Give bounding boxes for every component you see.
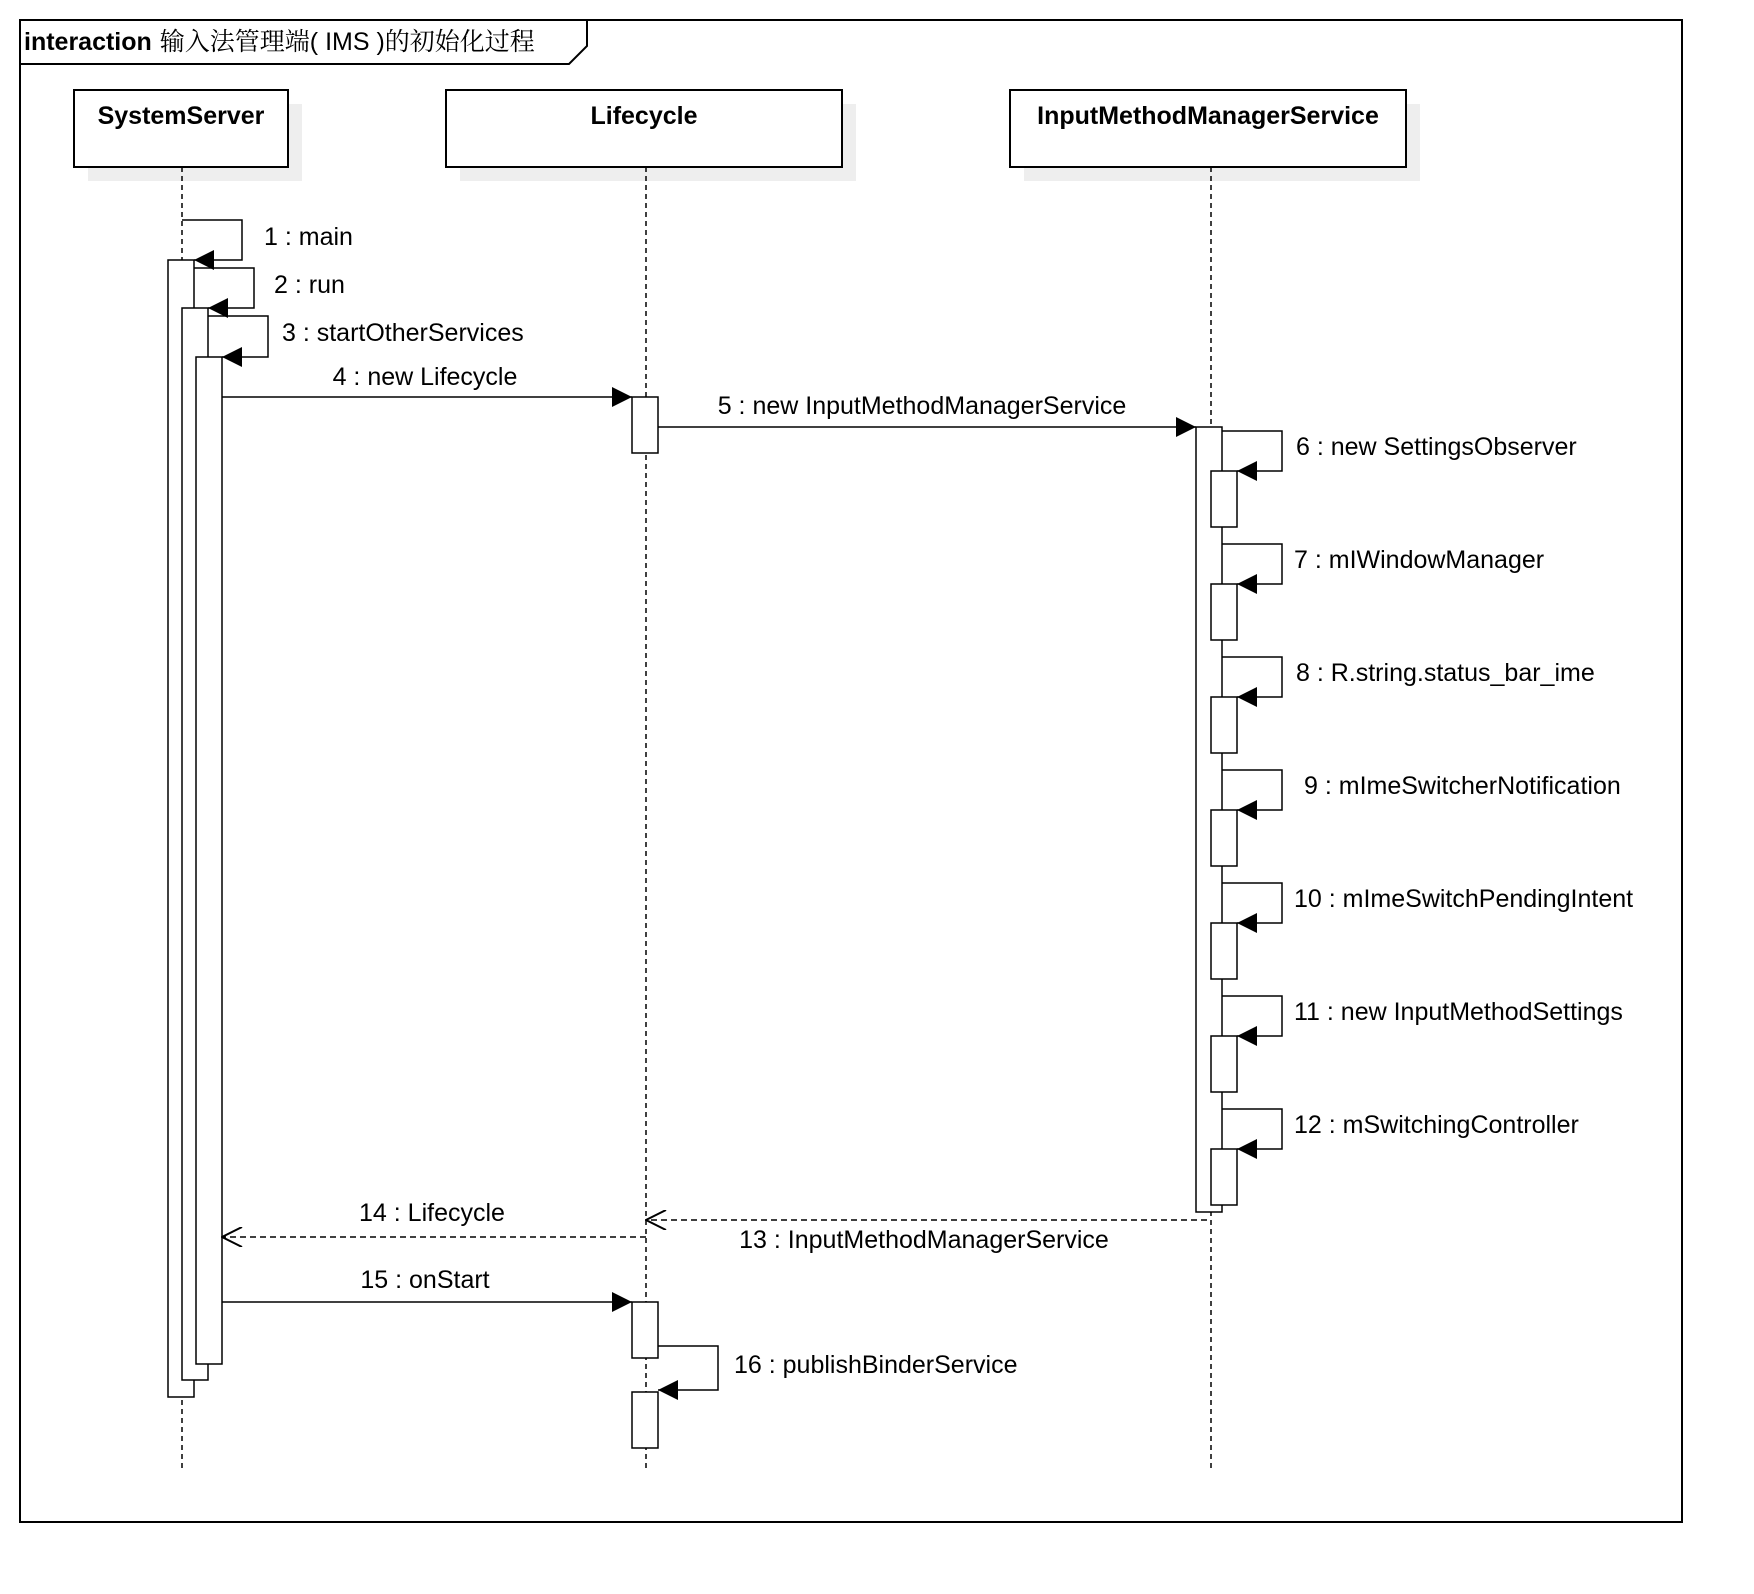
- message-10[interactable]: [1222, 883, 1633, 923]
- message-14[interactable]: [222, 1199, 646, 1237]
- message-8[interactable]: [1222, 657, 1595, 697]
- activation-imms-step: [1211, 923, 1237, 979]
- lifeline-label-systemserver: SystemServer: [97, 102, 265, 130]
- message-4-label: 4 : new Lifecycle: [332, 363, 518, 391]
- message-9[interactable]: [1222, 770, 1621, 810]
- message-6-label: 6 : new SettingsObserver: [1296, 433, 1577, 461]
- frame-title-text: 输入法管理端( IMS )的初始化过程: [159, 28, 535, 56]
- activation-imms-step: [1211, 584, 1237, 640]
- lifeline-label-lifecycle: Lifecycle: [590, 102, 698, 130]
- message-1[interactable]: [182, 220, 353, 260]
- message-2[interactable]: [194, 268, 345, 308]
- message-1-label: 1 : main: [264, 223, 353, 251]
- message-12-label: 12 : mSwitchingController: [1294, 1111, 1579, 1139]
- message-9-label: 9 : mImeSwitcherNotification: [1304, 772, 1621, 800]
- message-13[interactable]: [646, 1220, 1207, 1254]
- message-7-label: 7 : mIWindowManager: [1294, 546, 1545, 574]
- message-11[interactable]: [1222, 996, 1623, 1036]
- message-7[interactable]: [1222, 544, 1544, 584]
- message-5[interactable]: [658, 392, 1196, 427]
- activation-imms-step: [1211, 1149, 1237, 1205]
- activation-imms-step: [1211, 697, 1237, 753]
- message-11-label: 11 : new InputMethodSettings: [1294, 998, 1623, 1026]
- message-15-label: 15 : onStart: [360, 1266, 490, 1294]
- lifeline-lifecycle[interactable]: [446, 90, 856, 1470]
- message-3[interactable]: [208, 316, 524, 357]
- message-10-label: 10 : mImeSwitchPendingIntent: [1294, 885, 1634, 913]
- activation-lifecycle-constructor: [632, 397, 658, 453]
- activation-imms-step: [1211, 471, 1237, 527]
- frame-keyword: interaction: [24, 28, 152, 56]
- activation-imms-step: [1211, 1036, 1237, 1092]
- message-3-label: 3 : startOtherServices: [282, 319, 524, 347]
- activation-lifecycle-publishbinderservice: [632, 1392, 658, 1448]
- message-4[interactable]: [222, 363, 632, 397]
- activation-lifecycle-onstart: [632, 1302, 658, 1358]
- message-16[interactable]: [658, 1346, 1018, 1390]
- message-14-label: 14 : Lifecycle: [359, 1199, 505, 1227]
- message-2-label: 2 : run: [274, 271, 345, 299]
- activation-imms-step: [1211, 810, 1237, 866]
- message-8-label: 8 : R.string.status_bar_ime: [1296, 659, 1595, 687]
- message-6[interactable]: [1222, 431, 1577, 471]
- message-15[interactable]: [222, 1266, 632, 1302]
- lifeline-label-imms: InputMethodManagerService: [1037, 102, 1379, 130]
- message-5-label: 5 : new InputMethodManagerService: [717, 392, 1127, 420]
- activation-systemserver-startotherservices: [196, 357, 222, 1364]
- message-12[interactable]: [1222, 1109, 1579, 1149]
- frame-title: [24, 28, 535, 56]
- message-13-label: 13 : InputMethodManagerService: [739, 1226, 1109, 1254]
- message-16-label: 16 : publishBinderService: [734, 1351, 1018, 1379]
